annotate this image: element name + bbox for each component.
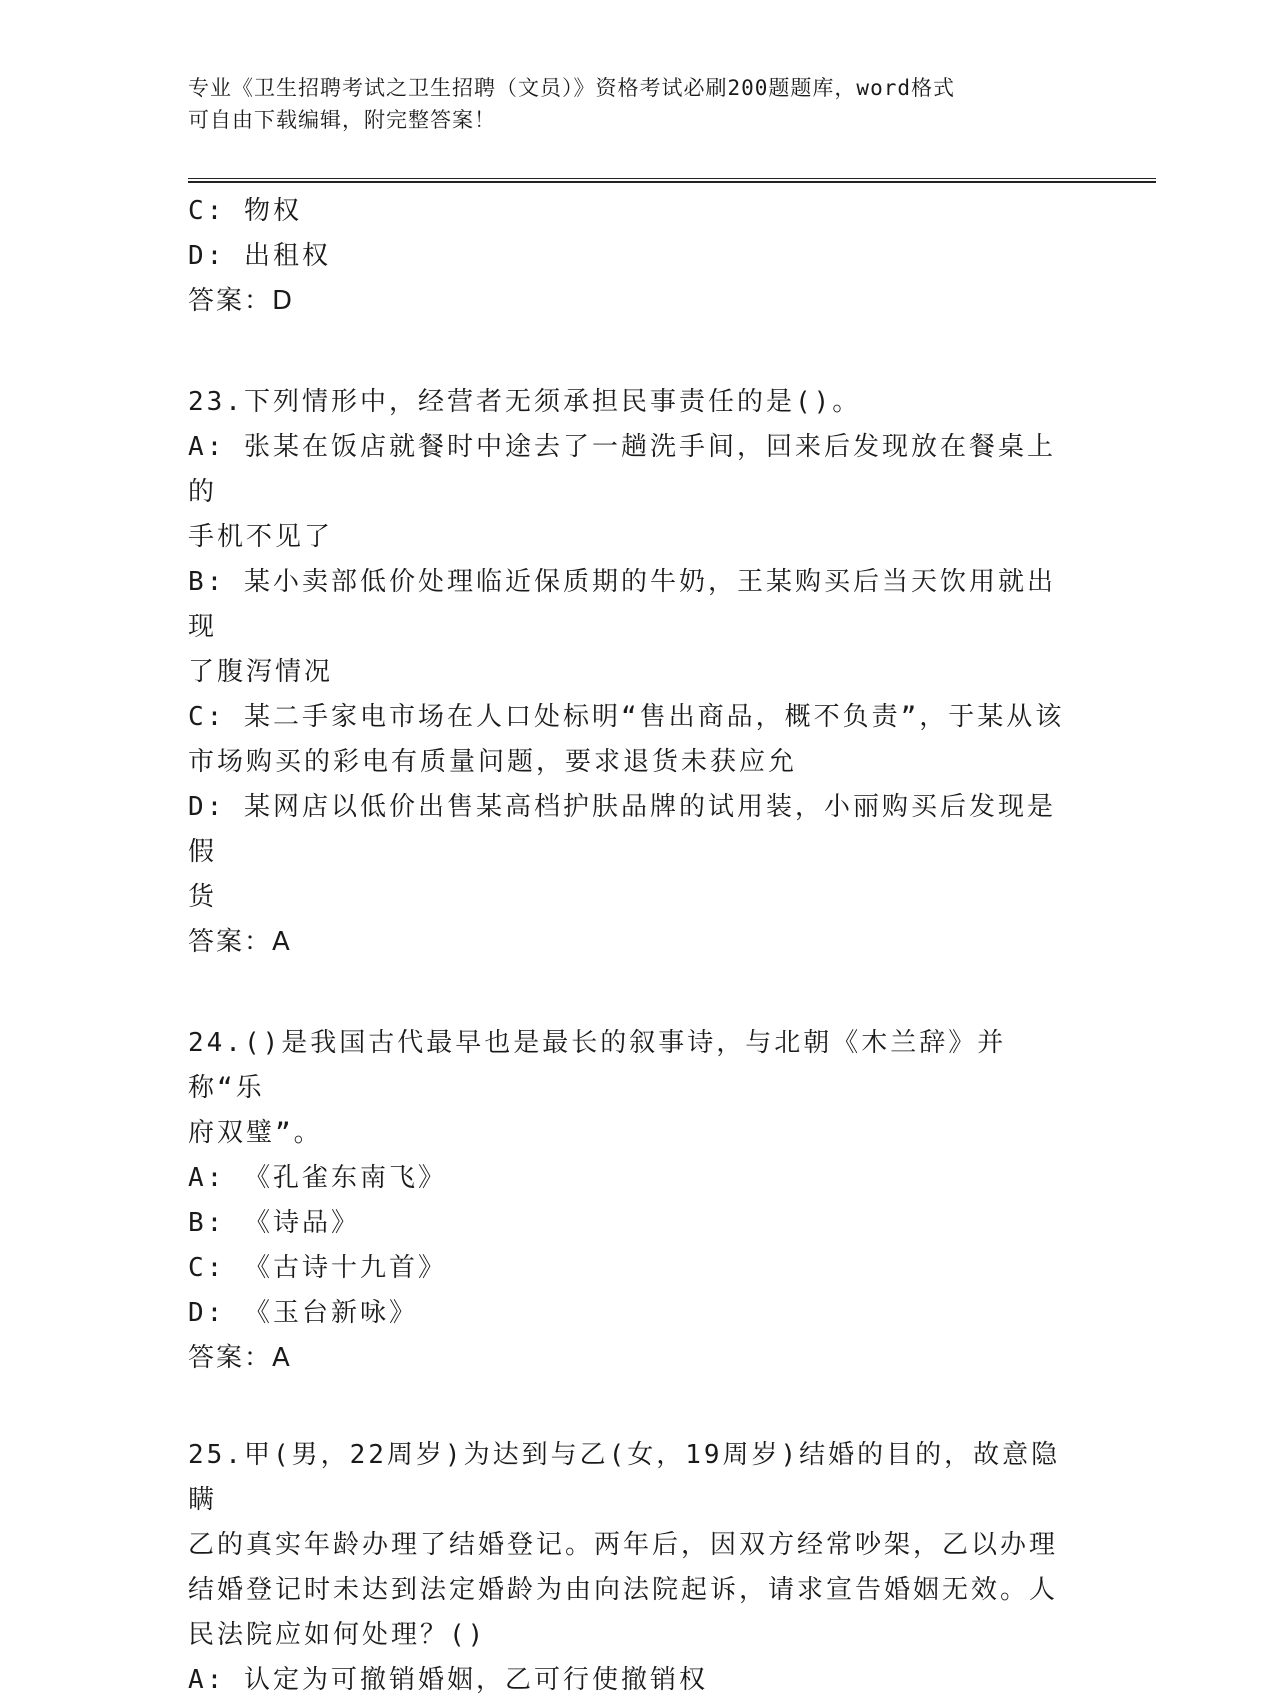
header-title-line-1: 专业《卫生招聘考试之卫生招聘（文员）》资格考试必刷200题题库，word格式 <box>188 76 955 100</box>
question-22 <box>188 189 1078 324</box>
option-a-line-1: A: 张某在饭店就餐时中途去了一趟洗手间，回来后发现放在餐桌上的 <box>188 432 1056 507</box>
option-c: C: 物权 <box>188 196 302 226</box>
option-a: A: 认定为可撤销婚姻，乙可行使撤销权 <box>188 1665 708 1695</box>
question-text-line-2: 府双璧”。 <box>188 1118 323 1148</box>
question-25 <box>188 1433 1078 1703</box>
question-text-line-1: 25.甲(男，22周岁)为达到与乙(女，19周岁)结婚的目的，故意隐瞒 <box>188 1440 1061 1515</box>
option-b-line-2: 了腹泻情况 <box>188 657 334 687</box>
question-text-line-3: 结婚登记时未达到法定婚龄为由向法院起诉，请求宣告婚姻无效。人 <box>188 1575 1059 1605</box>
question-text-line-1: 24.()是我国古代最早也是最长的叙事诗，与北朝《木兰辞》并称“乐 <box>188 1028 1007 1103</box>
document-header <box>188 72 1068 136</box>
option-b: B: 《诗品》 <box>188 1208 360 1238</box>
option-c: C: 《古诗十九首》 <box>188 1253 447 1283</box>
option-d-line-1: D: 某网店以低价出售某高档护肤品牌的试用装，小丽购买后发现是假 <box>188 792 1056 867</box>
option-c-line-1: C: 某二手家电市场在人口处标明“售出商品，概不负责”，于某从该 <box>188 702 1065 732</box>
option-d-line-2: 货 <box>188 882 218 912</box>
header-divider-thin <box>188 178 1156 179</box>
option-a: A: 《孔雀东南飞》 <box>188 1163 447 1193</box>
question-24 <box>188 1021 1078 1381</box>
option-a-line-2: 手机不见了 <box>188 522 334 552</box>
header-divider-thick <box>188 181 1156 183</box>
option-c-line-2: 市场购买的彩电有质量问题，要求退货未获应允 <box>188 747 798 777</box>
question-text-line-4: 民法院应如何处理？() <box>188 1620 487 1650</box>
header-title-line-2: 可自由下载编辑，附完整答案！ <box>188 108 496 132</box>
option-d: D: 《玉台新咏》 <box>188 1298 418 1328</box>
question-text-line-2: 乙的真实年龄办理了结婚登记。两年后，因双方经常吵架，乙以办理 <box>188 1530 1059 1560</box>
question-text: 23.下列情形中，经营者无须承担民事责任的是()。 <box>188 387 862 417</box>
answer: 答案：A <box>188 1343 292 1373</box>
option-d: D: 出租权 <box>188 241 331 271</box>
question-23 <box>188 380 1078 965</box>
question-content <box>188 189 1078 1703</box>
option-b-line-1: B: 某小卖部低价处理临近保质期的牛奶，王某购买后当天饮用就出现 <box>188 567 1056 642</box>
answer: 答案：D <box>188 286 295 316</box>
answer: 答案：A <box>188 927 292 957</box>
